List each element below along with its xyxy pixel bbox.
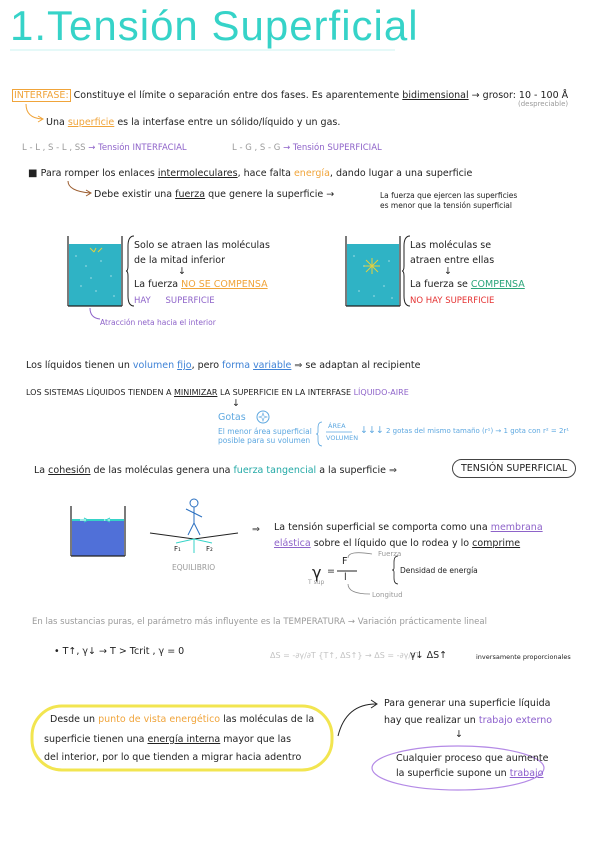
tipos-left: L - L , S - L , SS → Tensión INTERFACIAL	[22, 143, 187, 153]
temperatura-right-gray: ΔS = -∂γ/∂T {T↑, ΔS↑} → ΔS = -∂γ/∂T	[270, 651, 421, 660]
cohesion-line: La cohesión de las moléculas genera una fuerza tangencial a la superficie ⇒	[34, 465, 397, 476]
vaso-2-l4: NO HAY SUPERFICIE	[410, 296, 495, 306]
interfase-hook-arrow	[24, 104, 48, 124]
trabajo-c1: Cualquier proceso que aumente	[396, 753, 549, 764]
sistemas-down-arrow: ↓	[232, 398, 240, 409]
superficie-word: superficie	[67, 117, 115, 128]
fuerza-line: Debe existir una fuerza que genere la superficie →	[94, 189, 335, 200]
membrana-l1: La tensión superficial se comporta como una membrana	[274, 522, 543, 533]
interfase-label: INTERFASE:	[14, 90, 69, 101]
f1-label: F₁	[174, 545, 181, 553]
formula-fuerza: Fuerza	[378, 550, 402, 558]
implies-arrow-icon: ⇒	[252, 524, 260, 535]
romper-hook-arrow	[66, 181, 96, 197]
gotas-flechas: ↓↓↓	[360, 425, 384, 436]
tension-superficial-box: TENSIÓN SUPERFICIAL	[452, 459, 576, 478]
gotas-brace	[316, 422, 324, 446]
generar-down-arrow: ↓	[455, 729, 463, 740]
formula-eq: =	[327, 566, 335, 577]
energetico-arrow	[336, 700, 382, 740]
despreciable-note: (despreciable)	[518, 100, 569, 108]
gotas-nota: 2 gotas del mismo tamaño (r¹) → 1 gota con r² = 2r¹	[386, 427, 570, 435]
tension-interfacial: Tensión INTERFACIAL	[98, 143, 187, 153]
gotas-volumen: VOLUMEN	[326, 434, 359, 442]
vaso-2-l3: La fuerza se COMPENSA	[410, 279, 525, 290]
vaso-1-l4: HAY SUPERFICIE	[134, 296, 215, 306]
vaso-2-l2: atraen entre ellas	[410, 255, 495, 266]
energetico-l1: Desde un punto de vista energético las moléculas de la	[50, 714, 315, 725]
trabajo-c2: la superficie supone un trabajo	[396, 768, 544, 779]
membrana-l2: elástica sobre el líquido que lo rodea y lo comprime	[274, 538, 521, 549]
temperatura-line: En las sustancias puras, el parámetro más influyente es la TEMPERATURA → Variación prácticamente lineal	[32, 617, 487, 627]
formula-longitud: Longitud	[372, 591, 403, 599]
vaso-1-l2: de la mitad inferior	[134, 255, 225, 266]
formula-gamma: γ	[312, 563, 322, 582]
tipos-right: L - G , S - G → Tensión SUPERFICIAL	[232, 143, 382, 153]
vaso-2-l1: Las moléculas se	[410, 240, 492, 251]
energetico-l2: superficie tienen una energía interna mayor que las	[44, 734, 292, 745]
gotas-l2: posible para su volumen	[218, 436, 311, 445]
vaso-1-l1: Solo se atraen las moléculas	[134, 240, 270, 251]
vaso-1-l3: La fuerza NO SE COMPENSA	[134, 279, 268, 290]
formula-sub: T sup	[308, 579, 325, 586]
bidimensional-text: bidimensional	[402, 90, 469, 101]
vaso-1-illustration	[66, 236, 126, 308]
grosor-text: grosor: 10 - 100 Å	[482, 90, 569, 101]
interfase-line: INTERFASE: Constituye el límite o separación entre dos fases. Es aparentemente bidimensional → grosor: 10 - 100 Å	[14, 90, 569, 101]
generar-l1: Para generar una superficie líquida	[384, 698, 551, 709]
down-arrow-icon-2: ↓	[444, 266, 452, 277]
gota-icon	[256, 410, 270, 424]
formula-num: F	[342, 556, 348, 567]
romper-line: ■ Para romper los enlaces intermoleculares, hace falta energía, dando lugar a una superficie	[28, 168, 473, 179]
temperatura-right-black: γ↓ ΔS↑	[410, 650, 448, 661]
energia-word: energía	[293, 168, 330, 179]
beaker-membrane-illustration	[70, 506, 130, 558]
liquidos-line: Los líquidos tienen un volumen fijo, pero forma variable ⇒ se adaptan al recipiente	[26, 360, 421, 371]
gotas-area: ÁREA	[328, 422, 346, 430]
gotas-fraction-line	[326, 431, 356, 433]
energetico-l3: del interior, por lo que tienden a migrar hacia adentro	[44, 752, 302, 763]
gotas-l1: El menor área superficial	[218, 427, 312, 436]
formula-brace	[392, 556, 400, 584]
title-underline	[10, 48, 400, 52]
gotas-label: Gotas	[218, 412, 246, 423]
temperatura-left: • T↑, γ↓ → T > Tcrit , γ = 0	[54, 646, 185, 657]
superficie-def: Una superficie es la interfase entre un sólido/líquido y un gas.	[46, 117, 341, 128]
fuerza-nota-1: La fuerza que ejercen las superficies	[380, 191, 518, 200]
sistemas-line: LOS SISTEMAS LÍQUIDOS TIENDEN A MINIMIZAR LA SUPERFICIE EN LA INTERFASE LÍQUIDO-AIRE	[26, 388, 409, 397]
equilibrio-label: EQUILIBRIO	[172, 563, 216, 572]
tension-superficial-tipo: Tensión SUPERFICIAL	[292, 143, 382, 153]
formula-den: l	[344, 572, 347, 583]
equilibrio-stick-figure	[148, 497, 240, 557]
formula-densidad: Densidad de energía	[400, 566, 478, 575]
fuerza-nota-2: es menor que la tensión superficial	[380, 201, 512, 210]
interfase-text: Constituye el límite o separación entre dos fases. Es aparentemente	[73, 90, 400, 101]
f2-label: F₂	[206, 545, 213, 553]
generar-l2: hay que realizar un trabajo externo	[384, 715, 553, 726]
page-title: 1.Tensión Superficial	[10, 2, 419, 49]
atraccion-nota: Atracción neta hacia el interior	[100, 318, 216, 327]
vaso-2-illustration	[344, 236, 404, 308]
down-arrow-icon: ↓	[178, 266, 186, 277]
temperatura-right-small: inversamente proporcionales	[476, 653, 571, 661]
